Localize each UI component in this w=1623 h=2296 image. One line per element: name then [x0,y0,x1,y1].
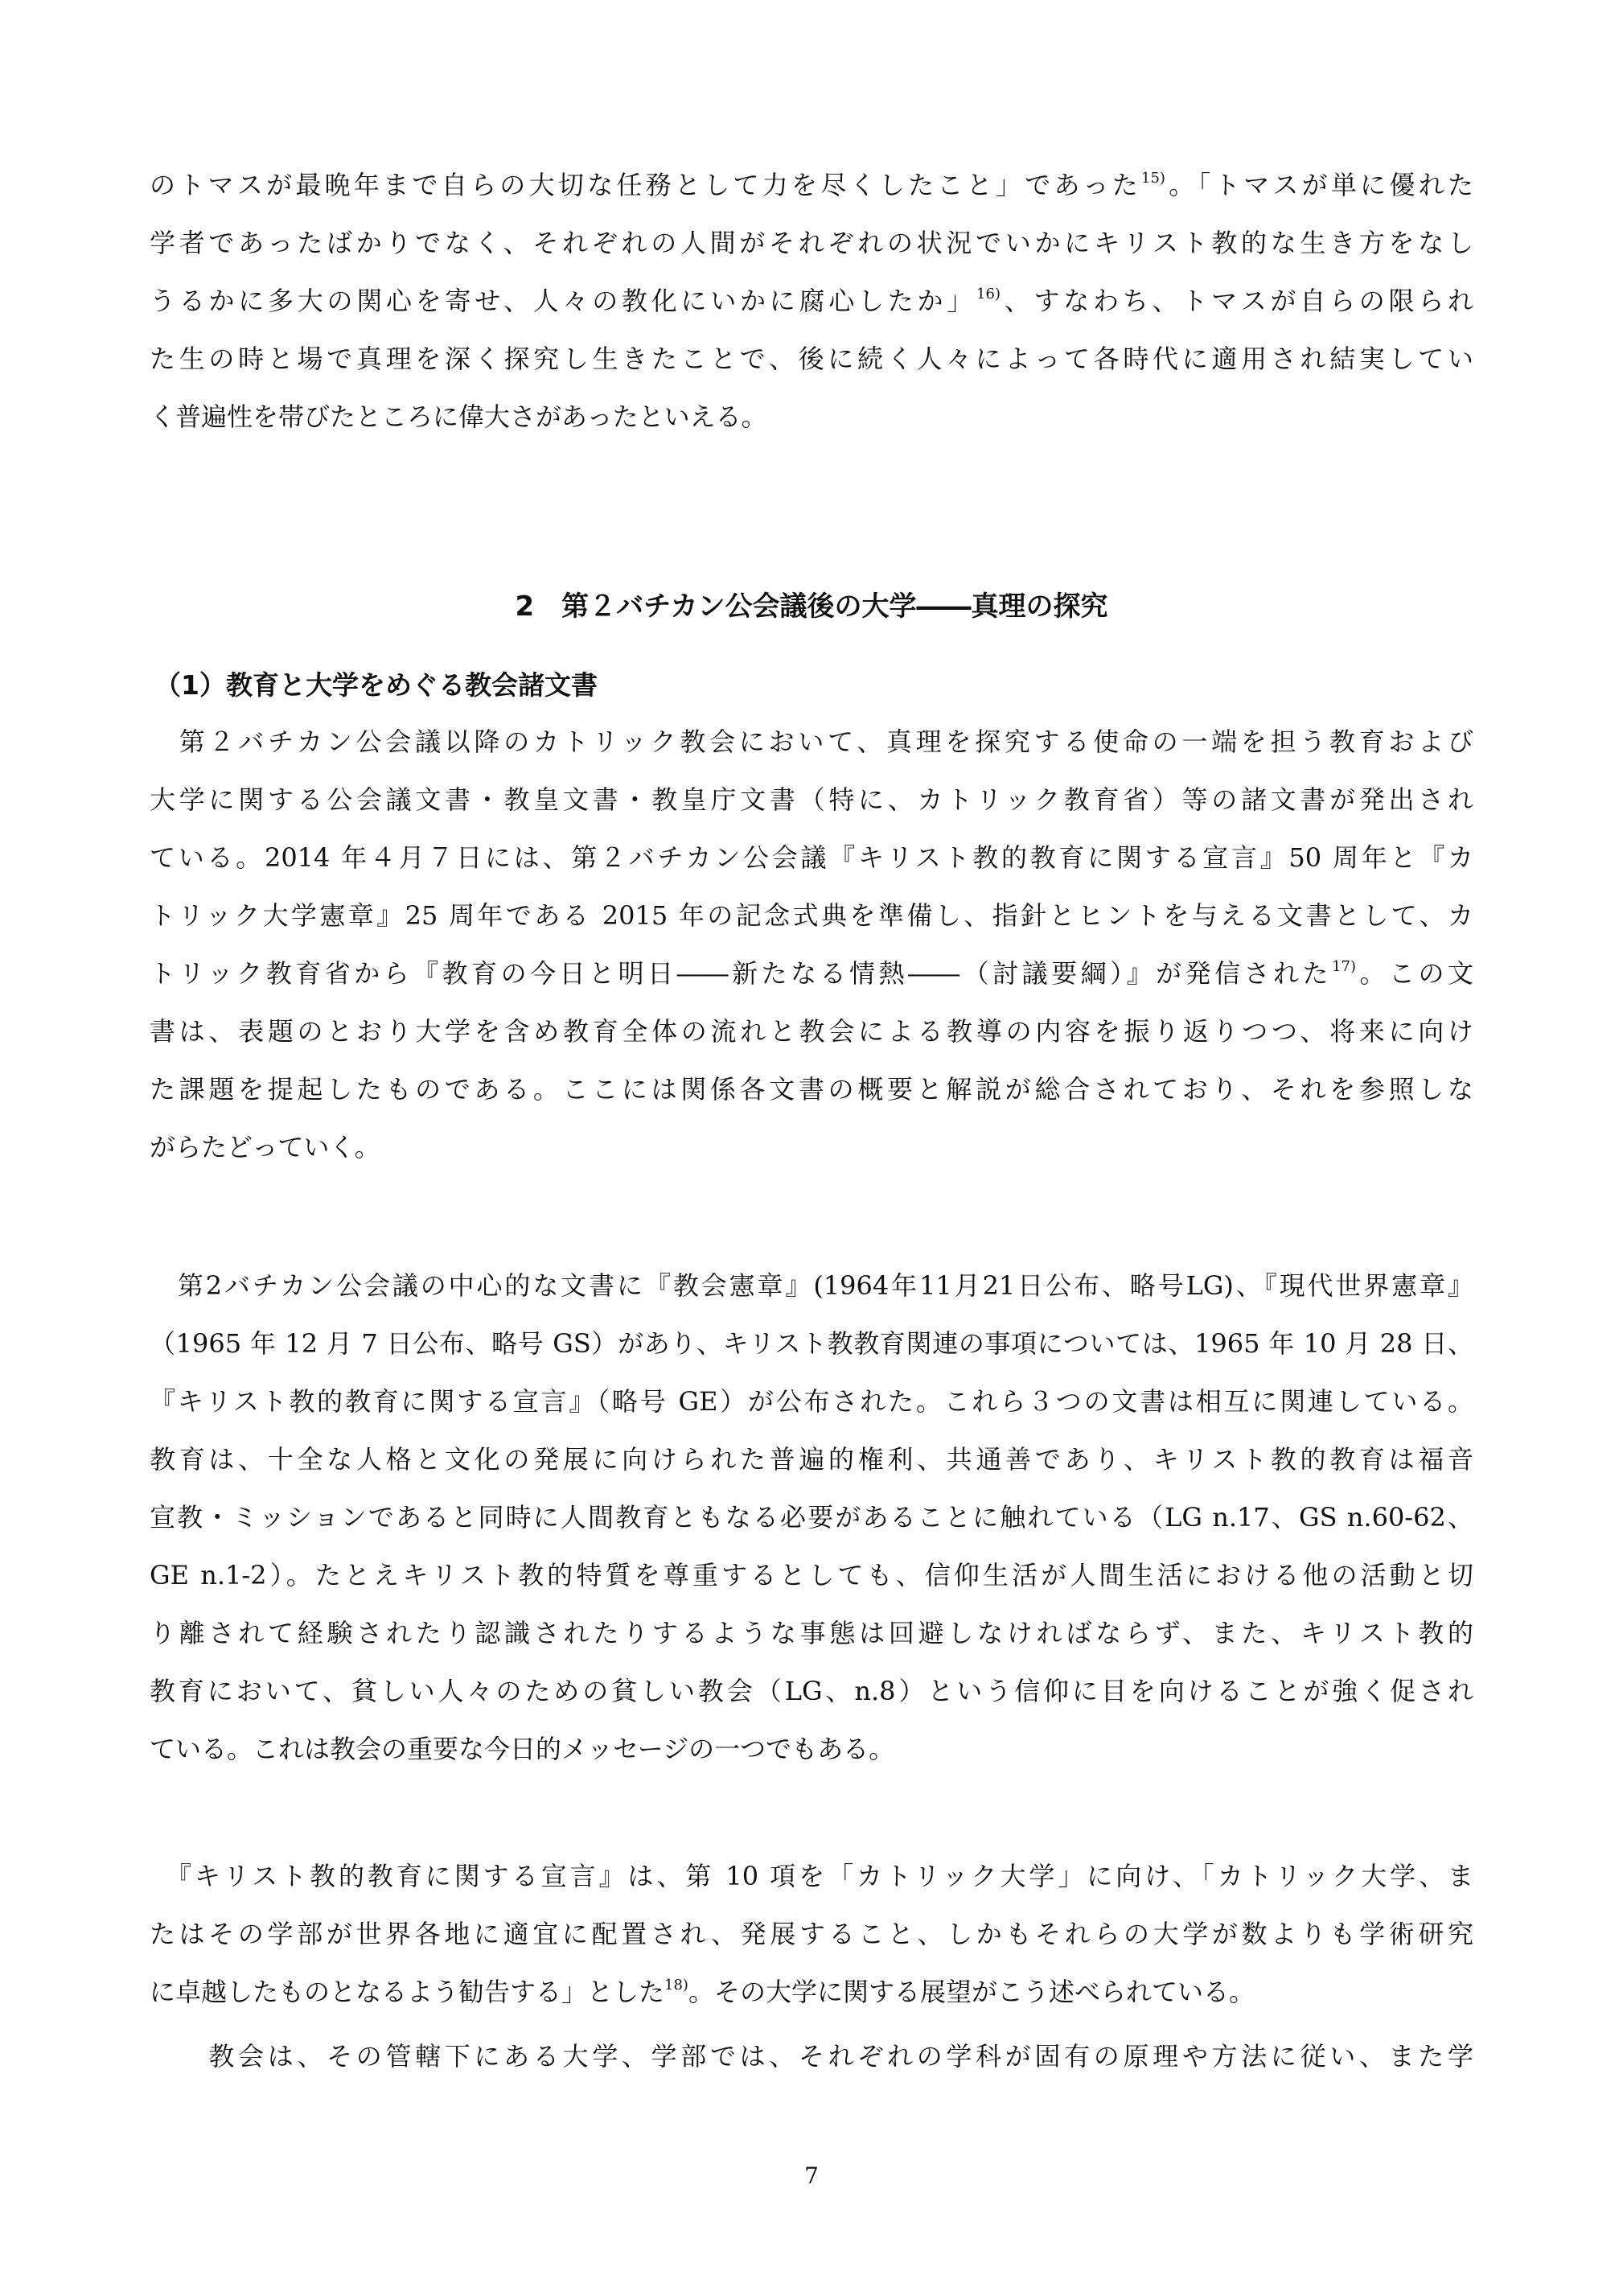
text-line: GE n.1-2）。たとえキリスト教的特質を尊重するとしても、信仰生活が人間生活における他の活動と切 [150,1560,1473,1590]
text-line [150,944,1473,1002]
text-line [150,272,1473,330]
text-line: 教育において、貧しい人々のための貧しい教会（LG、n.8）という信仰に目を向けることが強く促され [150,1676,1473,1706]
paragraph-vatican-documents [150,1257,1473,1778]
text-segment: 。「トマスが単に優れた [1165,170,1473,200]
block-quote [150,2027,1473,2085]
text-line: ている。これは教会の重要な今日的メッセージの一つでもある。 [150,1734,895,1764]
text-line: 宣教・ミッションであると同時に人間教育ともなる必要があることに触れている（LG n.17、GS n.60-62、 [150,1502,1473,1533]
text-line: がらたどっていく。 [150,1132,380,1162]
text-line: ている。2014 年４月７日には、第２バチカン公会議『キリスト教的教育に関する宣言』50 周年と『カ [150,842,1473,873]
text-line: 教会は、その管轄下にある大学、学部では、それぞれの学科が固有の原理や方法に従い、また学 [150,2041,1473,2072]
footnote-ref-16[interactable]: 16) [976,286,1001,302]
text-line: 書は、表題のとおり大学を含め教育全体の流れと教会による教導の内容を振り返りつつ、将来に向け [150,1016,1473,1047]
text-line: く普遍性を帯びたところに偉大さがあったといえる。 [150,401,767,432]
text-segment: のトマスが最晩年まで自らの大切な任務として力を尽くしたこと」であった [150,170,1142,200]
text-segment: 。その大学に関する展望がこう述べられている。 [688,1977,1255,2007]
paragraph-church-documents [150,713,1473,1176]
text-segment: 。この文 [1356,958,1473,989]
text-line [150,1963,1473,2021]
text-line: 『キリスト教的教育に関する宣言』（略号 GE）が公布された。これら３つの文書は相互に関連している。 [150,1386,1473,1417]
paragraph-declaration [150,1847,1473,2021]
text-line: 第2バチカン公会議の中心的な文書に『教会憲章』(1964年11月21日公布、略号LG)、『現代世界憲章』 [150,1270,1473,1301]
text-line: 教育は、十全な人格と文化の発展に向けられた普遍的権利、共通善であり、キリスト教的教育は福音 [150,1444,1473,1475]
paragraph-thomas-legacy [150,156,1473,446]
sub-heading: （1）教育と大学をめぐる教会諸文書 [154,669,598,701]
text-segment: トリック教育省から『教育の今日と明日――新たなる情熱――（討議要綱）』が発信された [150,958,1333,989]
text-line: た生の時と場で真理を深く探究し生きたことで、後に続く人々によって各時代に適用され結実してい [150,344,1473,374]
page-number: 7 [804,2162,819,2189]
text-line: （1965 年 12 月 7 日公布、略号 GS）があり、キリスト教教育関連の事項については、1965 年 10 月 28 日、 [150,1328,1473,1359]
text-line [150,156,1473,214]
text-line: トリック大学憲章』25 周年である 2015 年の記念式典を準備し、指針とヒントを与える文書として、カ [150,900,1473,931]
section-heading: 2 第２バチカン公会議後の大学――真理の探究 [515,590,1108,623]
text-line: た課題を提起したものである。ここには関係各文書の概要と解説が総合されており、それを参照しな [150,1074,1473,1105]
text-line: 『キリスト教的教育に関する宣言』は、第 10 項を「カトリック大学」に向け、「カトリック大学、ま [150,1861,1473,1891]
document-page [150,0,1473,2296]
footnote-ref-18[interactable]: 18) [664,1977,688,1994]
text-line: 第２バチカン公会議以降のカトリック教会において、真理を探究する使命の一端を担う教育および [150,726,1473,757]
footnote-ref-15[interactable]: 15) [1141,170,1165,187]
text-line: 大学に関する公会議文書・教皇文書・教皇庁文書（特に、カトリック教育省）等の諸文書が発出され [150,784,1473,815]
text-segment: うるかに多大の関心を寄せ、人々の教化にいかに腐心したか」 [150,286,977,316]
text-line: たはその学部が世界各地に適宜に配置され、発展すること、しかもそれらの大学が数よりも学術研究 [150,1919,1473,1949]
text-segment: に卓越したものとなるよう勧告する」とした [150,1977,665,2007]
text-line: り離されて経験されたり認識されたりするような事態は回避しなければならず、また、キリスト教的 [150,1618,1473,1648]
footnote-ref-17[interactable]: 17) [1332,958,1356,975]
text-segment: 、すなわち、トマスが自らの限られ [1000,286,1473,316]
text-line: 学者であったばかりでなく、それぞれの人間がそれぞれの状況でいかにキリスト教的な生き方をなし [150,228,1473,258]
